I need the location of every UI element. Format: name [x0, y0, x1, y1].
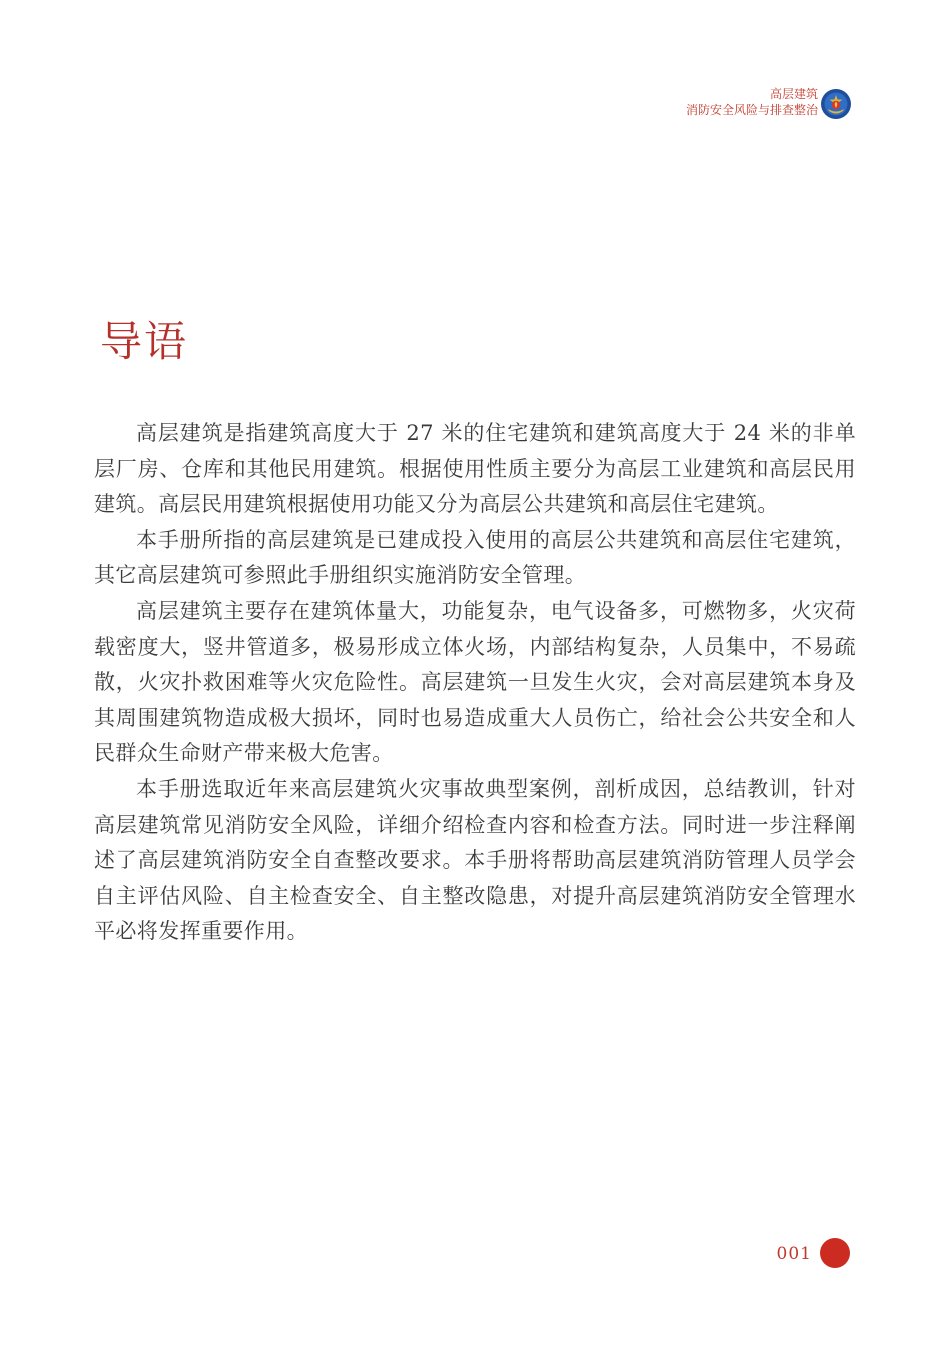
running-header: [686, 86, 818, 118]
paragraph: 本手册选取近年来高层建筑火灾事故典型案例，剖析成因，总结教训，针对高层建筑常见消防安全风险，详细介绍检查内容和检查方法。同时进一步注释阐述了高层建筑消防安全自查整改要求。本手册将帮助高层建筑消防管理人员学会自主评估风险、自主检查安全、自主整改隐患，对提升高层建筑消防安全管理水平必将发挥重要作用。: [94, 776, 856, 944]
fire-rescue-emblem-icon: [820, 88, 852, 120]
page-number: 001: [776, 1244, 812, 1264]
intro-body: [94, 416, 856, 950]
page-title: 导语: [100, 317, 189, 366]
paragraph: 高层建筑是指建筑高度大于 27 米的住宅建筑和建筑高度大于 24 米的非单层厂房、仓库和其他民用建筑。根据使用性质主要分为高层工业建筑和高层民用建筑。高层民用建筑根据使用功能又分为高层公共建筑和高层住宅建筑。: [94, 421, 856, 517]
paragraph: 高层建筑主要存在建筑体量大，功能复杂，电气设备多，可燃物多，火灾荷载密度大，竖井管道多，极易形成立体火场，内部结构复杂，人员集中，不易疏散，火灾扑救困难等火灾危险性。高层建筑一旦发生火灾，会对高层建筑本身及其周围建筑物造成极大损坏，同时也易造成重大人员伤亡，给社会公共安全和人民群众生命财产带来极大危害。: [94, 598, 856, 766]
paragraph: 本手册所指的高层建筑是已建成投入使用的高层公共建筑和高层住宅建筑，其它高层建筑可参照此手册组织实施消防安全管理。: [94, 527, 856, 588]
page-dot-icon: [820, 1238, 850, 1268]
header-line-2: 消防安全风险与排查整治: [685, 103, 818, 117]
header-line-1: 高层建筑: [769, 87, 818, 101]
